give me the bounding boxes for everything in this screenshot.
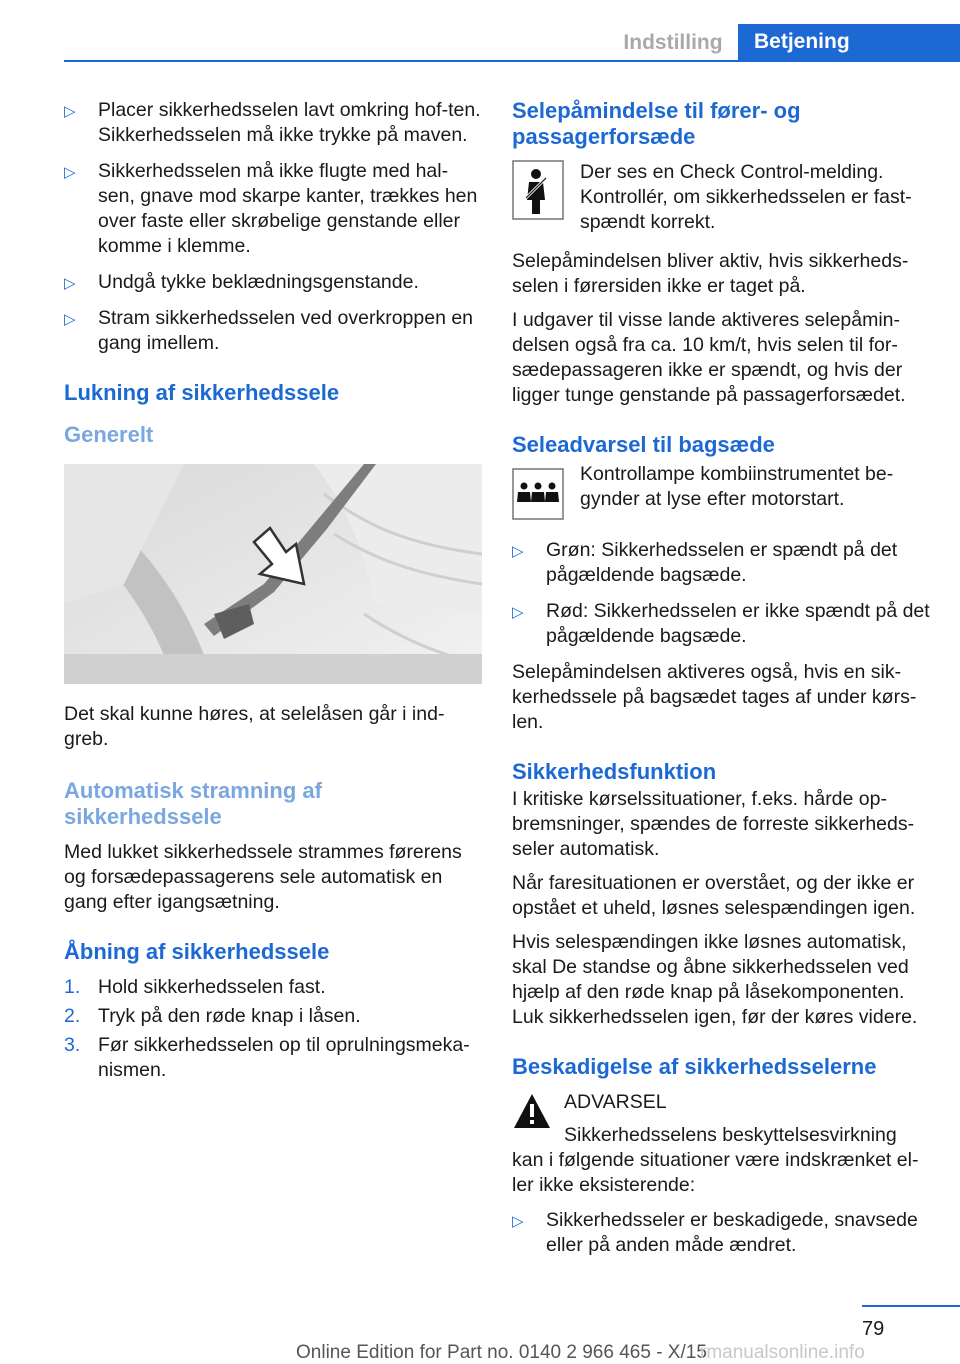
- paragraph: Med lukket sikkerhedssele strammes førerens og forsædepassagerens sele automatisk en gang efter igangsætning.: [64, 841, 462, 913]
- paragraph: I udgaver til visse lande aktiveres selepåmin-delsen også fra ca. 10 km/t, hvis selen til for-sædepassageren ikke er spændt, og hvis der ligger tunge genstande på passagerforsædet.: [512, 309, 906, 406]
- footer-rule: [862, 1305, 960, 1307]
- triangle-bullet-icon: ▷: [64, 311, 76, 328]
- page-number: 79: [862, 1318, 885, 1340]
- header-rule: [64, 60, 960, 62]
- right-column: [512, 98, 932, 1269]
- triangle-bullet-icon: ▷: [64, 103, 76, 120]
- triangle-bullet-icon: ▷: [512, 1213, 524, 1230]
- heading-sikkerhedsfunktion: Sikkerhedsfunktion: [512, 759, 717, 784]
- seatbelt-warning-icon: [512, 160, 564, 220]
- list-item: 1. Hold sikkerhedsselen fast.: [64, 976, 326, 998]
- list-item: ▷ Placer sikkerhedsselen lavt omkring hof-ten. Sikkerhedsselen må ikke trykke på maven.: [64, 99, 481, 146]
- icon-note: Kontrollampe kombiinstrumentet be-gynder at lyse efter motorstart.: [512, 462, 932, 524]
- paragraph: I kritiske kørselssituationer, f.eks. hårde op-bremsninger, spændes de forreste sikkerheds-seler automatisk.: [512, 788, 915, 860]
- heading-seleadvarsel: Seleadvarsel til bagsæde: [512, 432, 775, 457]
- caption: Det skal kunne høres, at selelåsen går i ind-greb.: [64, 703, 445, 750]
- warning-text: Sikkerhedsselens beskyttelsesvirkning kan i følgende situationer være indskrænket el-ler ikke eksisterende:: [512, 1124, 919, 1196]
- list-item: ▷ Sikkerhedsselen må ikke flugte med hal-sen, gnave mod skarpe kanter, trækkes hen over faste eller skrøbelige genstande eller komme i klemme.: [64, 160, 478, 257]
- tab-indstilling[interactable]: Indstilling: [623, 31, 723, 54]
- list-item: 2. Tryk på den røde knap i låsen.: [64, 1005, 361, 1027]
- online-edition: Online Edition for Part no. 0140 2 966 465 - X/15: [296, 1342, 707, 1363]
- paragraph: Hvis selespændingen ikke løsnes automatisk, skal De standse og åbne sikkerhedsselen ved hjælp af den røde knap på låsekomponenten. Luk sikkerhedsselen igen, før der køres videre.: [512, 931, 918, 1028]
- list-item: ▷ Undgå tykke beklædningsgenstande.: [64, 270, 482, 295]
- list-item: ▷ Grøn: Sikkerhedsselen er spændt på det pågældende bagsæde.: [512, 539, 898, 586]
- left-column: [64, 98, 482, 1087]
- heading-lukning: Lukning af sikkerhedssele: [64, 380, 340, 405]
- subheading-automatisk: Automatisk stramning af sikkerhedssele: [64, 778, 322, 829]
- list-item: 3. Før sikkerhedsselen op til oprulningsmeka-nismen.: [64, 1034, 470, 1081]
- watermark: rmanualsonline.info: [700, 1342, 865, 1363]
- triangle-bullet-icon: ▷: [64, 275, 76, 292]
- tab-betjening[interactable]: Betjening: [738, 24, 960, 60]
- warning-block: [512, 1090, 932, 1115]
- triangle-bullet-icon: ▷: [512, 543, 524, 560]
- subheading-generelt: Generelt: [64, 422, 154, 447]
- list-item: ▷ Stram sikkerhedsselen ved overkroppen en gang imellem.: [64, 307, 474, 354]
- rear-seatbelt-indicator-icon: [512, 468, 564, 520]
- heading-beskadigelse: Beskadigelse af sikkerhedsselerne: [512, 1054, 877, 1079]
- paragraph: Selepåmindelsen aktiveres også, hvis en sik-kerhedssele på bagsædet tages af under kørs-len.: [512, 661, 917, 733]
- icon-note: Der ses en Check Control-melding. Kontrollér, om sikkerhedsselen er fast-spændt korrekt.: [512, 160, 932, 235]
- warning-title: ADVARSEL: [564, 1091, 667, 1113]
- triangle-bullet-icon: ▷: [512, 604, 524, 621]
- warning-triangle-icon: [512, 1092, 552, 1130]
- heading-selepaamindelse: Selepåmindelse til fører- og passagerforsæde: [512, 98, 801, 149]
- list-item: ▷ Sikkerhedsseler er beskadigede, snavsede eller på anden måde ændret.: [512, 1209, 918, 1256]
- heading-abning: Åbning af sikkerhedssele: [64, 939, 330, 964]
- seatbelt-buckle-photo: [64, 464, 482, 684]
- paragraph: Selepåmindelsen bliver aktiv, hvis sikkerheds-selen i førersiden ikke er taget på.: [512, 250, 909, 297]
- triangle-bullet-icon: ▷: [64, 164, 76, 181]
- list-item: ▷ Rød: Sikkerhedsselen er ikke spændt på det pågældende bagsæde.: [512, 600, 930, 647]
- paragraph: Når faresituationen er overstået, og der ikke er opstået et uheld, løsnes selespændingen igen.: [512, 872, 916, 919]
